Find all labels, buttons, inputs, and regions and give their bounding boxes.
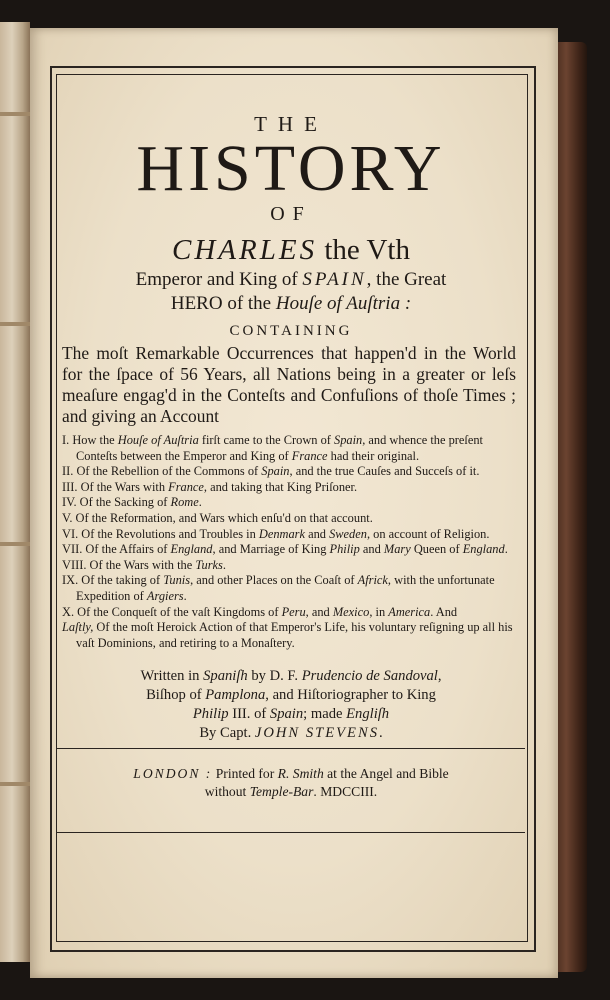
contents-item [62,480,522,496]
title-history: HISTORY [136,132,446,205]
contents-item [62,495,522,511]
contents-item-number: VII. [62,542,86,557]
imprint-text: . MDCCIII. [313,784,378,800]
title-text: Houſe of Auſtria : [275,293,412,314]
contents-item-text: Of the Wars with the [89,557,196,572]
contents-item-text: Queen of [410,542,463,557]
contents-item-text: Sweden [329,526,367,541]
imprint-line [60,765,522,783]
author-text: Philip [192,706,229,723]
contents-list [60,433,522,651]
contents-item-text: Philip [329,542,360,557]
author-text: Written in [140,668,204,685]
contents-item-text: , in [369,604,389,619]
contents-item [62,464,522,480]
contents-item-text: Of the Rebellion of the Commons of [76,464,262,479]
contents-item-text: and [305,526,330,541]
author-line [60,667,522,686]
contents-item-text: Spain [334,433,363,447]
author-text: by D. F. [247,668,302,685]
contents-item-text: , on account of Religion. [366,526,490,541]
contents-item-text: Mexico [332,604,370,619]
contents-item-text: Of the taking of [81,573,164,588]
contents-item-text: , with the unfortunate Expedition of [76,573,495,603]
contents-item-text: Of the Sacking of [79,495,171,510]
leather-cover-edge [555,42,587,972]
imprint-text: Printed for [212,766,278,782]
contents-item-text: Rome [170,495,199,510]
contents-item [62,620,522,651]
contents-item-text: , and other Places on the Coaſt of [190,573,358,588]
contents-item-text: Denmark [258,526,305,541]
title-line-hero [60,292,522,316]
contents-item-text: How the [72,433,118,447]
contents-item-text: Of the Affairs of [85,542,171,557]
author-line [60,686,522,705]
title-the: THE [254,112,328,136]
contents-item-text: , and Marriage of King [212,542,330,557]
title-page [30,28,558,978]
author-text: Prudencio de Sandoval [301,668,438,685]
author-text: Engliſh [346,706,390,723]
contents-item [62,542,522,558]
contents-item-text: Spain [261,464,290,479]
author-text: Pamplona [205,687,266,704]
contents-item-text: and [359,542,384,557]
contents-item-text: Houſe of Auſtria [117,433,199,447]
author-text: JOHN STEVENS [254,725,380,742]
contents-item-text: America [388,604,431,619]
divider-rule [57,832,525,833]
contents-item-text: Of the Revolutions and Troubles in [81,526,259,541]
imprint-text: Temple-Bar [249,784,314,800]
title-charles-name: CHARLES [172,234,318,266]
contents-item [62,573,522,604]
contents-item-text: , and the true Cauſes and Succeſs of it. [289,464,480,479]
contents-item-text: Peru [281,604,306,619]
contents-item-number: III. [62,479,81,494]
contents-item-text: England [462,542,505,557]
contents-item-number: I. [62,433,73,447]
contents-item-number: VI. [62,526,82,541]
contents-item-text: , and whence the preſent Conteſts between the Emperor and King of [76,433,483,463]
contents-item-number: X. [62,604,78,619]
contents-item-number: VIII. [62,557,90,572]
title-of: OF [270,203,312,225]
contents-item-number: II. [62,464,77,479]
imprint [60,765,522,801]
contents-item-number: IX. [62,573,82,588]
contents-item-text: Mary [383,542,411,557]
contents-item-text: had their original. [327,448,420,463]
contents-item-text: Turks [195,557,223,572]
contents-item-text: . [222,557,226,572]
contents-item-number: IV. [62,495,80,510]
title-text: Emperor and King of [135,269,303,290]
imprint-text: LONDON : [133,766,213,782]
contents-item-text: France [168,479,204,494]
imprint-text: without [204,784,250,800]
contents-item-text: firſt came to the Crown of [198,433,334,447]
author-text: Spaniſh [203,668,248,685]
title-line-emperor [60,268,522,292]
imprint-line [60,783,522,801]
contents-item [62,511,522,527]
title-charles [60,232,522,268]
author-text: By Capt. [199,725,255,742]
contents-item-text: Argiers [146,588,184,603]
left-page-edge [0,22,30,962]
contents-item [62,433,522,464]
author-text: . [379,725,383,742]
contents-item-text: Of the Reformation, and Wars which enſu'd on that account. [75,510,373,525]
author-text: ; made [303,706,347,723]
contents-item-text: Africk [357,573,388,588]
contents-item-text: Of the Wars with [80,479,169,494]
author-text: III. of [228,706,270,723]
title-text: HERO of the [170,293,276,314]
imprint-text: R. Smith [277,766,324,782]
contents-item-text: Of the moſt Heroick Action of that Emperor's Life, his voluntary reſigning up all his vaſt Dominions, and retiring to a Monaſtery. [76,620,513,650]
contents-item [62,558,522,574]
contents-item-text: . [198,495,202,510]
contents-item-text: Laſtly, [62,620,94,635]
contents-item-text: Tunis [163,573,191,588]
author-line [60,705,522,724]
title-text: SPAIN [302,269,367,290]
imprint-text: at the Angel and Bible [323,766,449,782]
contents-item [62,527,522,543]
contents-item-text: . [504,542,508,557]
contents-item-text: England [170,542,213,557]
translator-line [60,724,522,743]
containing-heading: CONTAINING [229,323,353,339]
title-page-text [60,88,522,801]
contents-item-text: , and taking that King Priſoner. [203,479,358,494]
author-text: , and Hiſtoriographer to King [265,687,436,704]
contents-item-text: Of the Conqueſt of the vaſt Kingdoms of [77,604,282,619]
author-text: Spain [269,706,304,723]
author-statement [60,667,522,743]
contents-item-text: . And [430,604,458,619]
contents-item-text: , and [305,604,333,619]
contents-item-text: France [291,448,328,463]
description-paragraph: The moſt Remarkable Occurrences that happen'd in the World for the ſpace of 56 Years, all Nations being in a greater or leſs meaſure engag'd in the Conteſts and Confuſions of thoſe Times ; and giving an Account [62,343,516,426]
title-text: , the Great [366,269,447,290]
contents-item-number: V. [62,510,76,525]
author-text: , [437,668,442,685]
author-text: Biſhop of [146,687,206,704]
contents-item [62,605,522,621]
contents-item-text: . [183,588,187,603]
title-the-vth: the Vth [317,234,410,266]
